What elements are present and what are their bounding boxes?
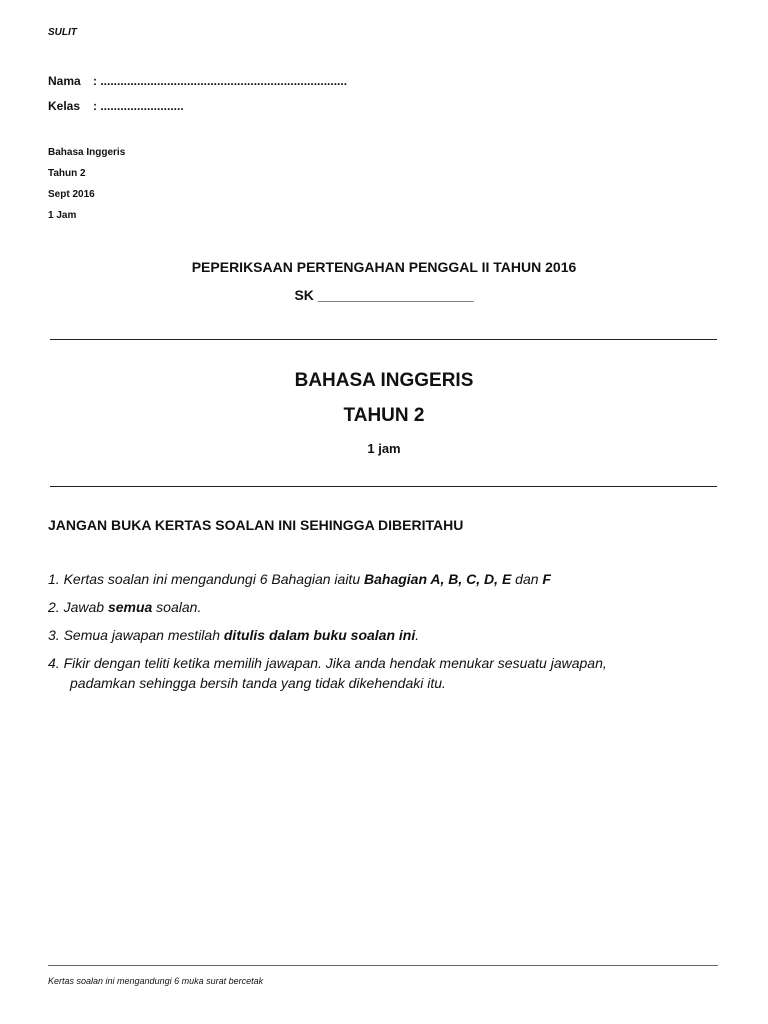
instruction-3 <box>48 625 728 645</box>
cover-subject: BAHASA INGGERIS <box>294 370 474 391</box>
name-value: : .......................................................................... <box>93 74 348 88</box>
instruction-2-text: 2. Jawab <box>48 599 108 615</box>
instruction-2-emphasis: semua <box>107 599 153 615</box>
instruction-1-sections: Bahagian A, B, C, D, E <box>364 571 512 587</box>
class-value: : ......................... <box>93 99 184 113</box>
top-divider <box>50 339 717 340</box>
meta-date: Sept 2016 <box>48 189 95 200</box>
warning-text: JANGAN BUKA KERTAS SOALAN INI SEHINGGA DIBERITAHU <box>48 517 464 533</box>
meta-year: Tahun 2 <box>48 168 86 179</box>
instruction-3-end: . <box>415 627 420 643</box>
class-field <box>48 99 184 113</box>
meta-duration: 1 Jam <box>48 210 77 221</box>
class-label: Kelas <box>48 99 81 113</box>
instruction-1-connector: dan <box>511 571 543 587</box>
instruction-4-line-2: padamkan sehingga bersih tanda yang tidak dikehendaki itu. <box>70 675 446 691</box>
meta-subject: Bahasa Inggeris <box>48 147 126 158</box>
footer-divider <box>48 965 718 966</box>
school-line: SK ____________________ <box>294 287 474 303</box>
footer-note: Kertas soalan ini mengandungi 6 muka surat bercetak <box>48 976 264 986</box>
instruction-3-emphasis: ditulis dalam buku soalan ini <box>223 627 416 643</box>
name-field <box>48 74 347 88</box>
instruction-3-text: 3. Semua jawapan mestilah <box>48 627 224 643</box>
cover-year: TAHUN 2 <box>343 405 425 426</box>
instruction-4 <box>48 653 728 693</box>
instruction-1 <box>48 569 728 589</box>
instruction-4-line-1: 4. Fikir dengan teliti ketika memilih jawapan. Jika anda hendak menukar sesuatu jawapan, <box>48 655 607 671</box>
name-label: Nama <box>48 74 81 88</box>
exam-title: PEPERIKSAAN PERTENGAHAN PENGGAL II TAHUN 2016 <box>191 259 577 275</box>
classification-label: SULIT <box>48 27 77 38</box>
instruction-1-last-section: F <box>542 571 551 587</box>
bottom-divider <box>50 486 717 487</box>
instruction-1-text: 1. Kertas soalan ini mengandungi 6 Bahagian iaitu <box>48 571 364 587</box>
instruction-2-end: soalan. <box>152 599 202 615</box>
cover-duration: 1 jam <box>367 441 401 456</box>
instruction-2 <box>48 597 728 617</box>
